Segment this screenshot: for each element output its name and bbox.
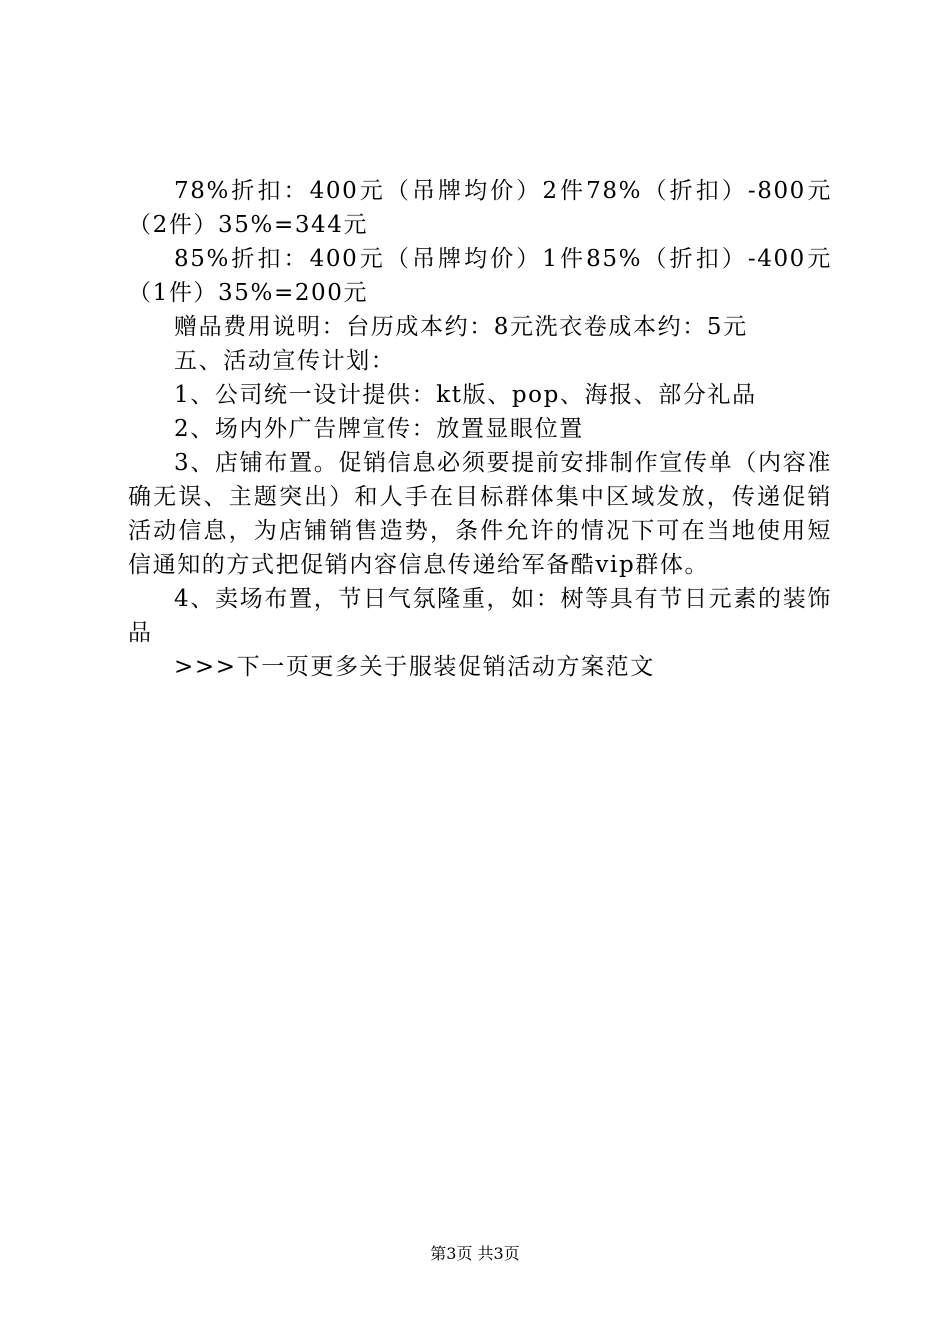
list-item-venue-layout: 4、卖场布置，节日气氛隆重，如：树等具有节日元素的装饰品 bbox=[128, 586, 832, 646]
list-item-store-layout: 3、店铺布置。促销信息必须要提前安排制作宣传单（内容准确无误、主题突出）和人手在目标群体集中区域发放，传递促销活动信息，为店铺销售造势，条件允许的情况下可在当地使用短信通知的方式把促销内容信息传递给军备酷vip群体。 bbox=[128, 450, 832, 578]
next-page-link[interactable]: >>>下一页更多关于服装促销活动方案范文 bbox=[174, 654, 655, 680]
page-number: 第3页 共3页 bbox=[430, 1244, 520, 1263]
list-item-billboard: 2、场内外广告牌宣传：放置显眼位置 bbox=[174, 416, 584, 442]
gift-cost-line: 赠品费用说明：台历成本约：8元洗衣卷成本约：5元 bbox=[174, 314, 748, 340]
discount-85-line: 85%折扣：400元（吊牌均价）1件85%（折扣）-400元（1件）35%=200元 bbox=[128, 246, 832, 306]
section-heading-promotion-plan: 五、活动宣传计划： bbox=[174, 348, 396, 374]
document-body bbox=[128, 174, 832, 684]
list-item-company-design: 1、公司统一设计提供：kt版、pop、海报、部分礼品 bbox=[174, 382, 757, 408]
discount-78-line: 78%折扣：400元（吊牌均价）2件78%（折扣）-800元（2件）35%=344元 bbox=[128, 178, 832, 238]
